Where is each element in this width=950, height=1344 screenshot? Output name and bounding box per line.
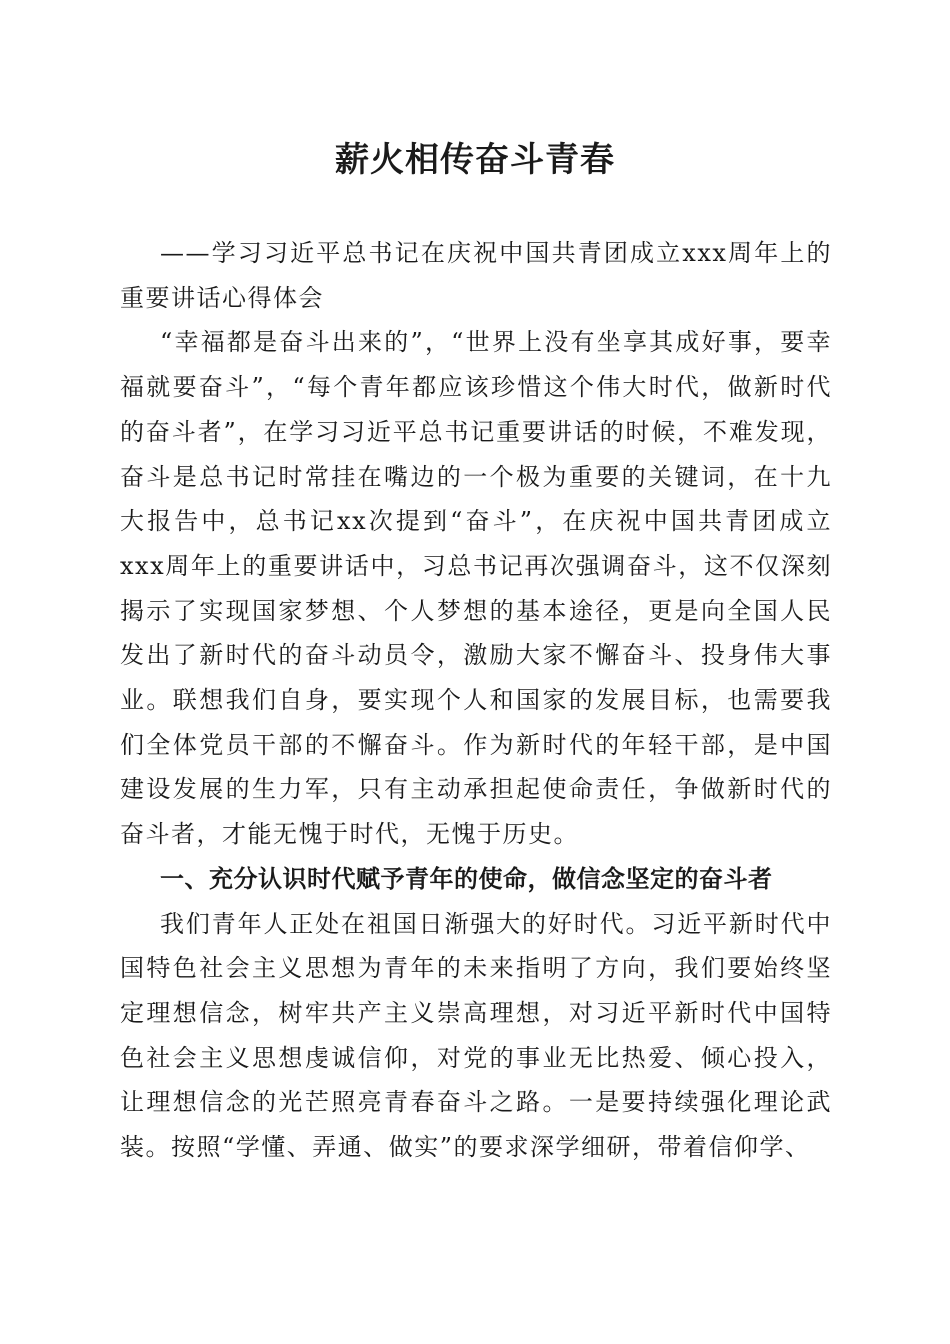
document-title: 薪火相传奋斗青春 (335, 140, 615, 180)
document-body (120, 231, 832, 1170)
body-paragraph: 我们青年人正处在祖国日渐强大的好时代。习近平新时代中国特色社会主义思想为青年的未来指明了方向，我们要始终坚定理想信念，树牢共产主义崇高理想，对习近平新时代中国特色社会主义思想虔诚信仰，对党的事业无比热爱、倾心投入，让理想信念的光芒照亮青春奋斗之路。一是要持续强化理论武装。按照“学懂、弄通、做实”的要求深学细研，带着信仰学、 (120, 909, 832, 1162)
body-paragraph: “幸福都是奋斗出来的”，“世界上没有坐享其成好事，要幸福就要奋斗”，“每个青年都应该珍惜这个伟大时代，做新时代的奋斗者”，在学习习近平总书记重要讲话的时候，不难发现，奋斗是总书记时常挂在嘴边的一个极为重要的关键词，在十九大报告中，总书记xx次提到“奋斗”，在庆祝中国共青团成立xxx周年上的重要讲话中，习总书记再次强调奋斗，这不仅深刻揭示了实现国家梦想、个人梦想的基本途径，更是向全国人民发出了新时代的奋斗动员令，激励大家不懈奋斗、投身伟大事业。联想我们自身，要实现个人和国家的发展目标，也需要我们全体党员干部的不懈奋斗。作为新时代的年轻干部，是中国建设发展的生力军，只有主动承担起使命责任，争做新时代的奋斗者，才能无愧于时代，无愧于历史。 (120, 328, 832, 849)
section-heading: 一、充分认识时代赋予青年的使命，做信念坚定的奋斗者 (160, 864, 773, 893)
document-subtitle: ——学习习近平总书记在庆祝中国共青团成立xxx周年上的重要讲话心得体会 (120, 239, 832, 312)
